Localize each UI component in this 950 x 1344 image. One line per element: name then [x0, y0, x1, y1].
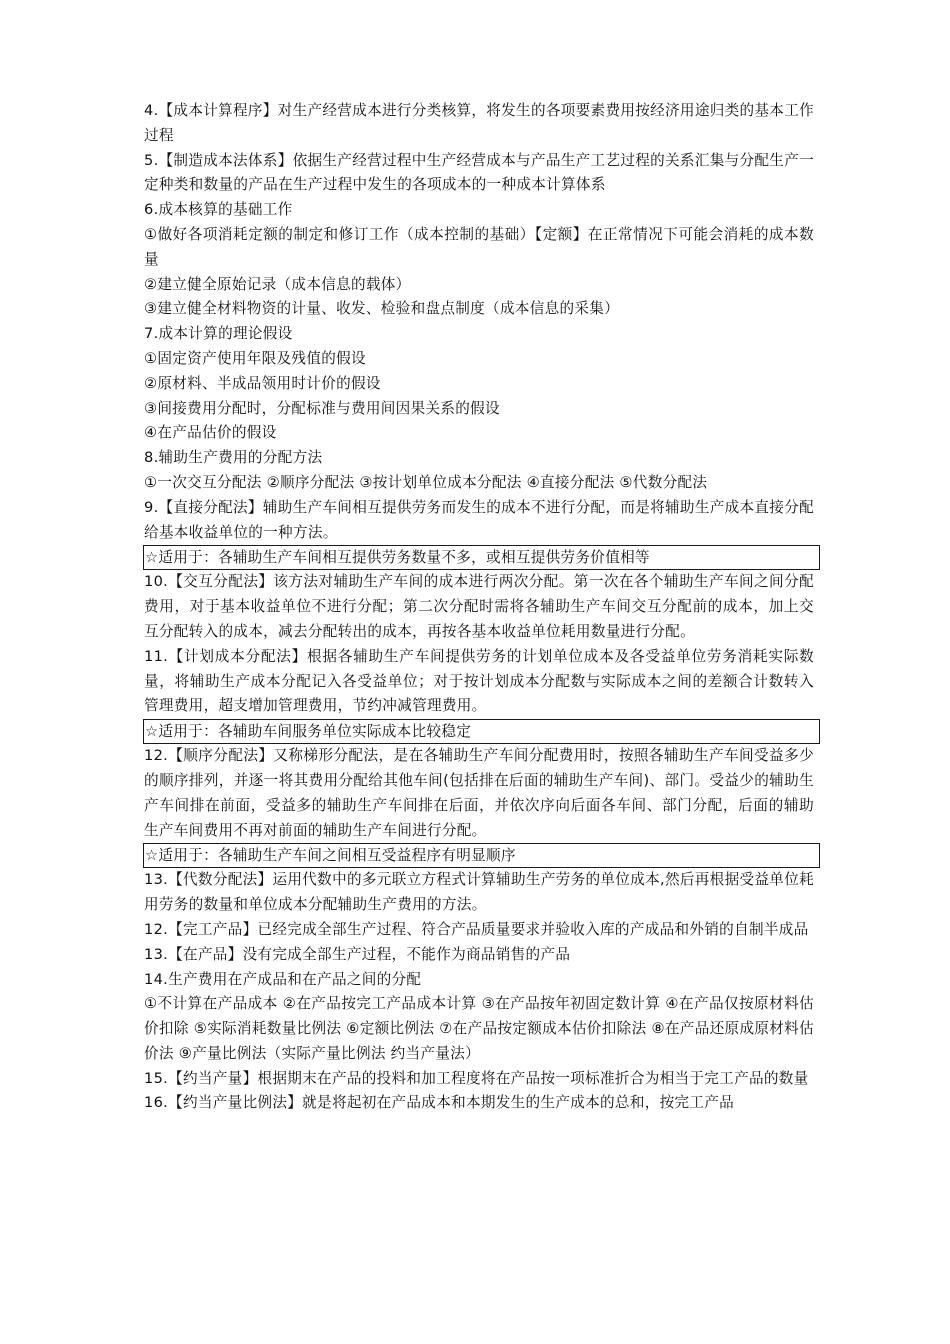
- note-box: ☆适用于：各辅助车间服务单位实际成本比较稳定: [143, 719, 820, 744]
- paragraph: 9.【直接分配法】辅助生产车间相互提供劳务而发生的成本不进行分配，而是将辅助生产成本直接分配给基本收益单位的一种方法。: [144, 498, 814, 541]
- paragraph: ①不计算在产品成本 ②在产品按完工产品成本计算 ③在产品按年初固定数计算 ④在产品仅按原材料估价扣除 ⑤实际消耗数量比例法 ⑥定额比例法 ⑦在产品按定额成本估价扣除法 ⑧在产品还原成原材料估价法 ⑨产量比例法（实际产量比例法 约当产量法）: [144, 995, 814, 1062]
- paragraph: 13.【代数分配法】运用代数中的多元联立方程式计算辅助生产劳务的单位成本,然后再根据受益单位耗用劳务的数量和单位成本分配辅助生产费用的方法。: [144, 871, 814, 914]
- paragraph: ②原材料、半成品领用时计价的假设: [144, 374, 381, 392]
- paragraph: ④在产品估价的假设: [144, 424, 277, 442]
- paragraph: 7.成本计算的理论假设: [144, 325, 293, 343]
- note-box: ☆适用于：各辅助生产车间相互提供劳务数量不多，或相互提供劳务价值相等: [143, 545, 820, 570]
- paragraph: 16.【约当产量比例法】就是将起初在产品成本和本期发生的生产成本的总和，按完工产品: [144, 1094, 735, 1112]
- paragraph: 5.【制造成本法体系】依据生产经营过程中生产经营成本与产品生产工艺过程的关系汇集与分配生产一定种类和数量的产品在生产过程中发生的各项成本的一种成本计算体系: [144, 151, 814, 194]
- paragraph: 14.生产费用在产成品和在产品之间的分配: [144, 970, 422, 988]
- note-box: ☆适用于：各辅助生产车间之间相互受益程序有明显顺序: [143, 843, 820, 868]
- paragraph: 13.【在产品】没有完成全部生产过程，不能作为商品销售的产品: [144, 945, 571, 963]
- paragraph: 15.【约当产量】根据期末在产品的投料和加工程度将在产品按一项标准折合为相当于完工产品的数量: [144, 1069, 809, 1087]
- paragraph: ①做好各项消耗定额的制定和修订工作（成本控制的基础）【定额】在正常情况下可能会消耗的成本数量: [144, 225, 814, 268]
- paragraph: ③间接费用分配时，分配标准与费用间因果关系的假设: [144, 399, 500, 417]
- paragraph: 4.【成本计算程序】对生产经营成本进行分类核算，将发生的各项要素费用按经济用途归类的基本工作过程: [144, 102, 814, 144]
- paragraph: 12.【顺序分配法】又称梯形分配法，是在各辅助生产车间分配费用时，按照各辅助生产车间受益多少的顺序排列，并逐一将其费用分配给其他车间(包括排在后面的辅助生产车间)、部门。受益少的辅助生产车间排在前面，受益多的辅助生产车间排在后面，并依次序向后面各车间、部门分配，后面的辅助生产车间费用不再对前面的辅助生产车间进行分配。: [144, 747, 814, 839]
- paragraph: ①一次交互分配法 ②顺序分配法 ③按计划单位成本分配法 ④直接分配法 ⑤代数分配法: [144, 473, 708, 491]
- paragraph: 11.【计划成本分配法】根据各辅助生产车间提供劳务的计划单位成本及各受益单位劳务消耗实际数量，将辅助生产成本分配记入各受益单位；对于按计划成本分配数与实际成本之间的差额合计数转入管理费用，超支增加管理费用，节约冲减管理费用。: [144, 647, 814, 715]
- paragraph: 10.【交互分配法】该方法对辅助生产车间的成本进行两次分配。第一次在各个辅助生产车间之间分配费用，对于基本收益单位不进行分配；第二次分配时需将各辅助生产车间交互分配前的成本，加上交互分配转入的成本，减去分配转出的成本，再按各基本收益单位耗用数量进行分配。: [144, 573, 814, 640]
- paragraph: ①固定资产使用年限及残值的假设: [144, 349, 366, 367]
- paragraph: 8.辅助生产费用的分配方法: [144, 449, 323, 467]
- paragraph: ③建立健全材料物资的计量、收发、检验和盘点制度（成本信息的采集）: [144, 300, 620, 318]
- document-body: [144, 99, 814, 1116]
- paragraph: 12.【完工产品】已经完成全部生产过程、符合产品质量要求并验收入库的产成品和外销的自制半成品: [144, 920, 809, 938]
- paragraph: ②建立健全原始记录（成本信息的载体）: [144, 275, 411, 293]
- paragraph: 6.成本核算的基础工作: [144, 201, 293, 219]
